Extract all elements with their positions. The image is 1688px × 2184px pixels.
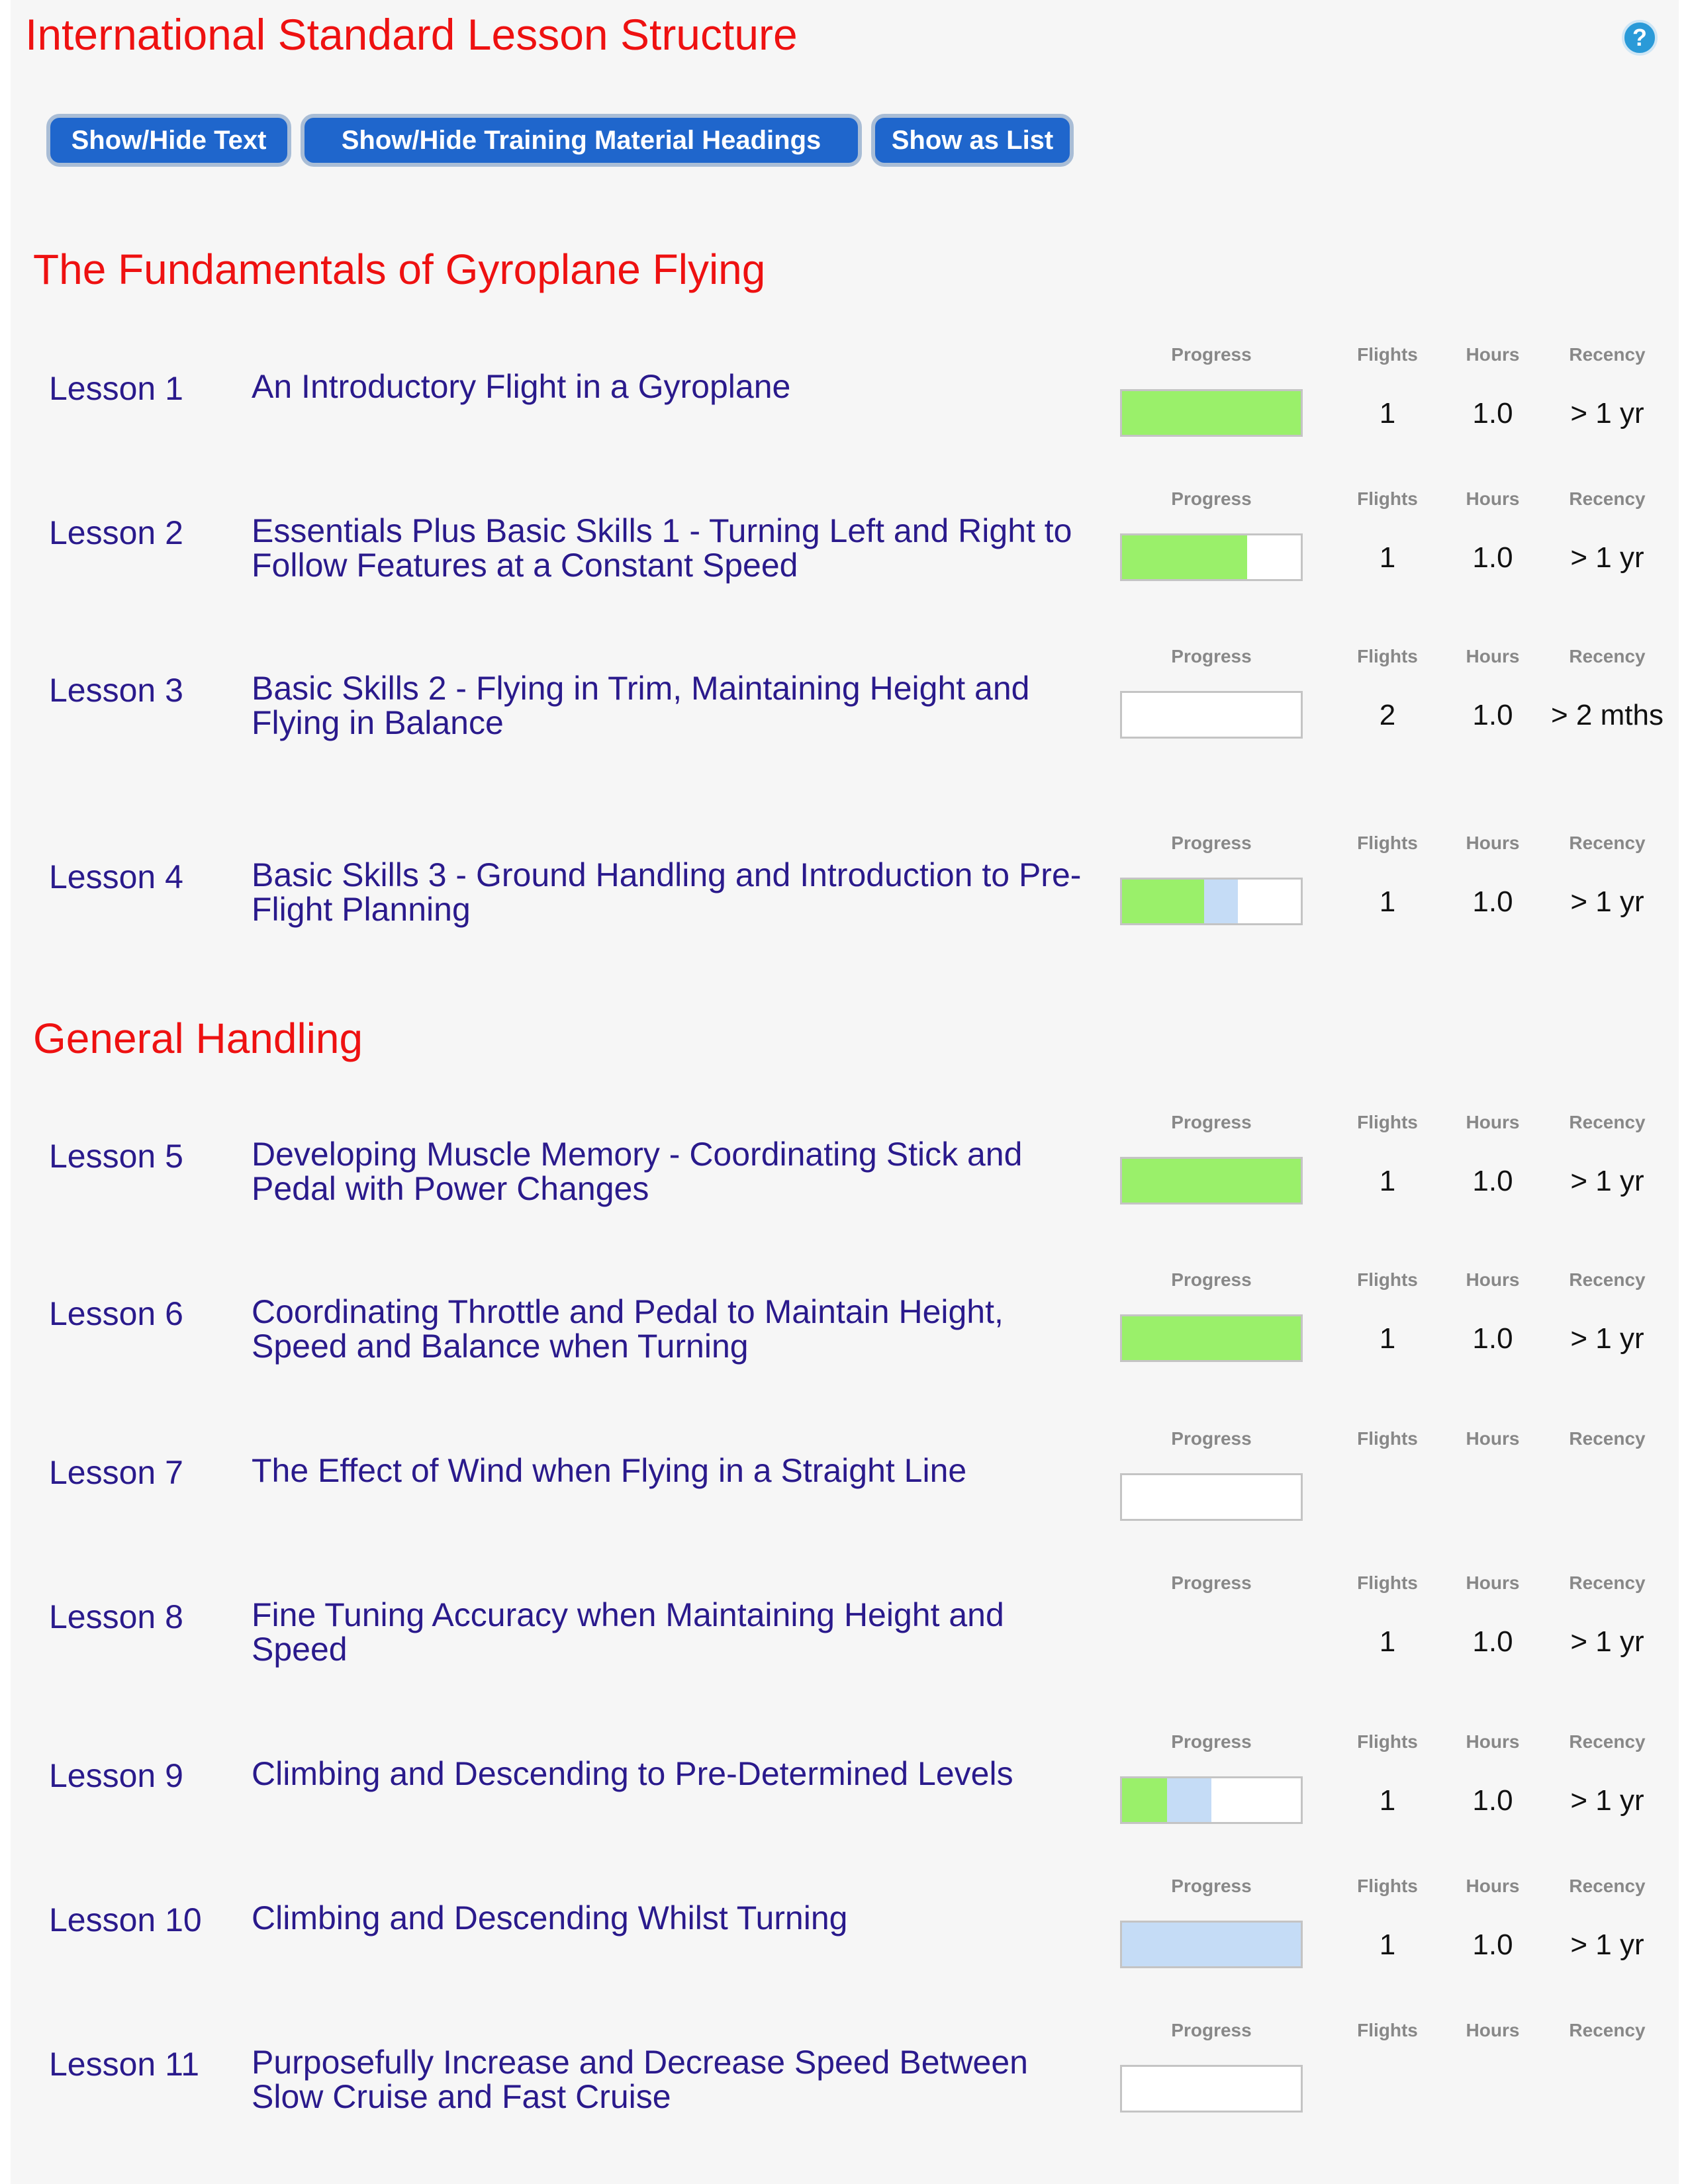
lesson-row[interactable] xyxy=(11,2020,1679,2152)
show-hide-headings-button[interactable]: Show/Hide Training Material Headings xyxy=(301,114,862,167)
progress-header: Progress xyxy=(1171,1572,1252,1593)
hours-value: 1.0 xyxy=(1472,397,1513,430)
recency-value: > 1 yr xyxy=(1570,1322,1644,1355)
progress-header: Progress xyxy=(1171,2020,1252,2040)
lesson-title-link[interactable]: An Introductory Flight in a Gyroplane xyxy=(252,368,791,405)
flights-header: Flights xyxy=(1357,488,1418,509)
progress-complete-fill xyxy=(1122,1778,1167,1822)
recency-header: Recency xyxy=(1569,1428,1646,1449)
progress-complete-fill xyxy=(1122,1316,1301,1360)
hours-header: Hours xyxy=(1466,646,1520,666)
flights-value: 1 xyxy=(1379,397,1396,430)
lesson-number: Lesson 3 xyxy=(49,672,183,709)
recency-value: > 1 yr xyxy=(1570,397,1644,430)
hours-header: Hours xyxy=(1466,1876,1520,1896)
progress-complete-fill xyxy=(1122,535,1247,579)
progress-header: Progress xyxy=(1171,1428,1252,1449)
recency-header: Recency xyxy=(1569,1112,1646,1132)
progress-complete-fill xyxy=(1122,391,1301,435)
progress-bar xyxy=(1120,1157,1303,1205)
flights-header: Flights xyxy=(1357,1731,1418,1752)
hours-value: 1.0 xyxy=(1472,1784,1513,1817)
section-heading: The Fundamentals of Gyroplane Flying xyxy=(33,246,766,293)
show-hide-text-button[interactable]: Show/Hide Text xyxy=(46,114,291,167)
hours-value: 1.0 xyxy=(1472,541,1513,574)
hours-header: Hours xyxy=(1466,2020,1520,2040)
show-as-list-button[interactable]: Show as List xyxy=(871,114,1074,167)
flights-header: Flights xyxy=(1357,1428,1418,1449)
lesson-row[interactable] xyxy=(11,1428,1679,1561)
lesson-row[interactable] xyxy=(11,1731,1679,1864)
flights-header: Flights xyxy=(1357,646,1418,666)
lesson-number: Lesson 9 xyxy=(49,1757,183,1794)
flights-value: 1 xyxy=(1379,1784,1396,1817)
lesson-title-link[interactable]: Fine Tuning Accuracy when Maintaining Height and Speed xyxy=(252,1596,1004,1668)
hours-header: Hours xyxy=(1466,344,1520,365)
hours-value: 1.0 xyxy=(1472,1322,1513,1355)
flights-value: 1 xyxy=(1379,1165,1396,1197)
lesson-number: Lesson 1 xyxy=(49,370,183,407)
recency-header: Recency xyxy=(1569,2020,1646,2040)
flights-header: Flights xyxy=(1357,344,1418,365)
progress-header: Progress xyxy=(1171,1731,1252,1752)
lesson-structure-page xyxy=(11,0,1679,2184)
hours-header: Hours xyxy=(1466,1731,1520,1752)
flights-value: 1 xyxy=(1379,886,1396,918)
hours-value: 1.0 xyxy=(1472,699,1513,731)
lesson-title-link[interactable]: The Effect of Wind when Flying in a Straight Line xyxy=(252,1452,967,1489)
hours-value: 1.0 xyxy=(1472,1929,1513,1961)
progress-bar xyxy=(1120,533,1303,581)
lesson-number: Lesson 8 xyxy=(49,1598,183,1635)
recency-header: Recency xyxy=(1569,646,1646,666)
progress-header: Progress xyxy=(1171,344,1252,365)
recency-header: Recency xyxy=(1569,344,1646,365)
recency-header: Recency xyxy=(1569,1876,1646,1896)
lesson-number: Lesson 2 xyxy=(49,514,183,551)
lesson-title-link[interactable]: Climbing and Descending to Pre-Determined Levels xyxy=(252,1755,1013,1792)
lesson-number: Lesson 10 xyxy=(49,1901,202,1938)
lesson-number: Lesson 11 xyxy=(49,2046,200,2083)
progress-partial-fill xyxy=(1167,1778,1212,1822)
lesson-row[interactable] xyxy=(11,1112,1679,1244)
lesson-title-link[interactable]: Basic Skills 2 - Flying in Trim, Maintaining Height and Flying in Balance xyxy=(252,670,1030,741)
hours-header: Hours xyxy=(1466,833,1520,853)
recency-header: Recency xyxy=(1569,1731,1646,1752)
progress-complete-fill xyxy=(1122,1159,1301,1203)
section-heading: General Handling xyxy=(33,1015,363,1062)
recency-value: > 2 mths xyxy=(1551,699,1664,731)
progress-bar xyxy=(1120,1314,1303,1362)
lesson-title-link[interactable]: Essentials Plus Basic Skills 1 - Turning Left and Right to Follow Features at a Constant Speed xyxy=(252,512,1072,584)
recency-header: Recency xyxy=(1569,488,1646,509)
recency-value: > 1 yr xyxy=(1570,1929,1644,1961)
lesson-row[interactable] xyxy=(11,1876,1679,2008)
recency-header: Recency xyxy=(1569,833,1646,853)
lesson-title-link[interactable]: Basic Skills 3 - Ground Handling and Introduction to Pre-Flight Planning xyxy=(252,856,1082,928)
progress-bar xyxy=(1120,878,1303,925)
recency-value: > 1 yr xyxy=(1570,1165,1644,1197)
flights-header: Flights xyxy=(1357,2020,1418,2040)
progress-bar xyxy=(1120,1921,1303,1968)
hours-value: 1.0 xyxy=(1472,886,1513,918)
hours-value: 1.0 xyxy=(1472,1625,1513,1658)
recency-value: > 1 yr xyxy=(1570,1625,1644,1658)
flights-header: Flights xyxy=(1357,1269,1418,1290)
hours-header: Hours xyxy=(1466,488,1520,509)
flights-header: Flights xyxy=(1357,1112,1418,1132)
lesson-row[interactable] xyxy=(11,833,1679,965)
progress-partial-fill xyxy=(1122,1923,1301,1966)
progress-bar xyxy=(1120,389,1303,437)
hours-value: 1.0 xyxy=(1472,1165,1513,1197)
lesson-number: Lesson 4 xyxy=(49,858,183,895)
lesson-title-link[interactable]: Climbing and Descending Whilst Turning xyxy=(252,1899,848,1936)
flights-value: 2 xyxy=(1379,699,1396,731)
lesson-row[interactable] xyxy=(11,1269,1679,1402)
lesson-row[interactable] xyxy=(11,488,1679,621)
flights-header: Flights xyxy=(1357,833,1418,853)
lesson-row[interactable] xyxy=(11,344,1679,477)
progress-header: Progress xyxy=(1171,1112,1252,1132)
flights-value: 1 xyxy=(1379,1929,1396,1961)
page-title: International Standard Lesson Structure xyxy=(25,10,798,59)
progress-bar xyxy=(1120,1473,1303,1521)
progress-header: Progress xyxy=(1171,1876,1252,1896)
flights-value: 1 xyxy=(1379,541,1396,574)
lesson-title-link[interactable]: Developing Muscle Memory - Coordinating Stick and Pedal with Power Changes xyxy=(252,1136,1023,1207)
recency-header: Recency xyxy=(1569,1572,1646,1593)
recency-header: Recency xyxy=(1569,1269,1646,1290)
progress-bar xyxy=(1120,691,1303,739)
lesson-number: Lesson 7 xyxy=(49,1454,183,1491)
recency-value: > 1 yr xyxy=(1570,886,1644,918)
recency-value: > 1 yr xyxy=(1570,1784,1644,1817)
hours-header: Hours xyxy=(1466,1112,1520,1132)
flights-value: 1 xyxy=(1379,1625,1396,1658)
flights-header: Flights xyxy=(1357,1876,1418,1896)
progress-bar xyxy=(1120,1776,1303,1824)
progress-header: Progress xyxy=(1171,833,1252,853)
lesson-title-link[interactable]: Purposefully Increase and Decrease Speed Between Slow Cruise and Fast Cruise xyxy=(252,2044,1028,2115)
progress-header: Progress xyxy=(1171,1269,1252,1290)
flights-value: 1 xyxy=(1379,1322,1396,1355)
progress-header: Progress xyxy=(1171,646,1252,666)
lesson-title-link[interactable]: Coordinating Throttle and Pedal to Maintain Height, Speed and Balance when Turning xyxy=(252,1293,1004,1365)
flights-header: Flights xyxy=(1357,1572,1418,1593)
progress-bar xyxy=(1120,2065,1303,2113)
help-question-icon[interactable]: ? xyxy=(1622,20,1658,56)
progress-header: Progress xyxy=(1171,488,1252,509)
lesson-row[interactable] xyxy=(11,646,1679,778)
recency-value: > 1 yr xyxy=(1570,541,1644,574)
lesson-number: Lesson 5 xyxy=(49,1138,183,1175)
hours-header: Hours xyxy=(1466,1572,1520,1593)
progress-complete-fill xyxy=(1122,880,1204,923)
lesson-row[interactable] xyxy=(11,1572,1679,1705)
lesson-number: Lesson 6 xyxy=(49,1295,183,1332)
progress-partial-fill xyxy=(1204,880,1238,923)
hours-header: Hours xyxy=(1466,1269,1520,1290)
hours-header: Hours xyxy=(1466,1428,1520,1449)
